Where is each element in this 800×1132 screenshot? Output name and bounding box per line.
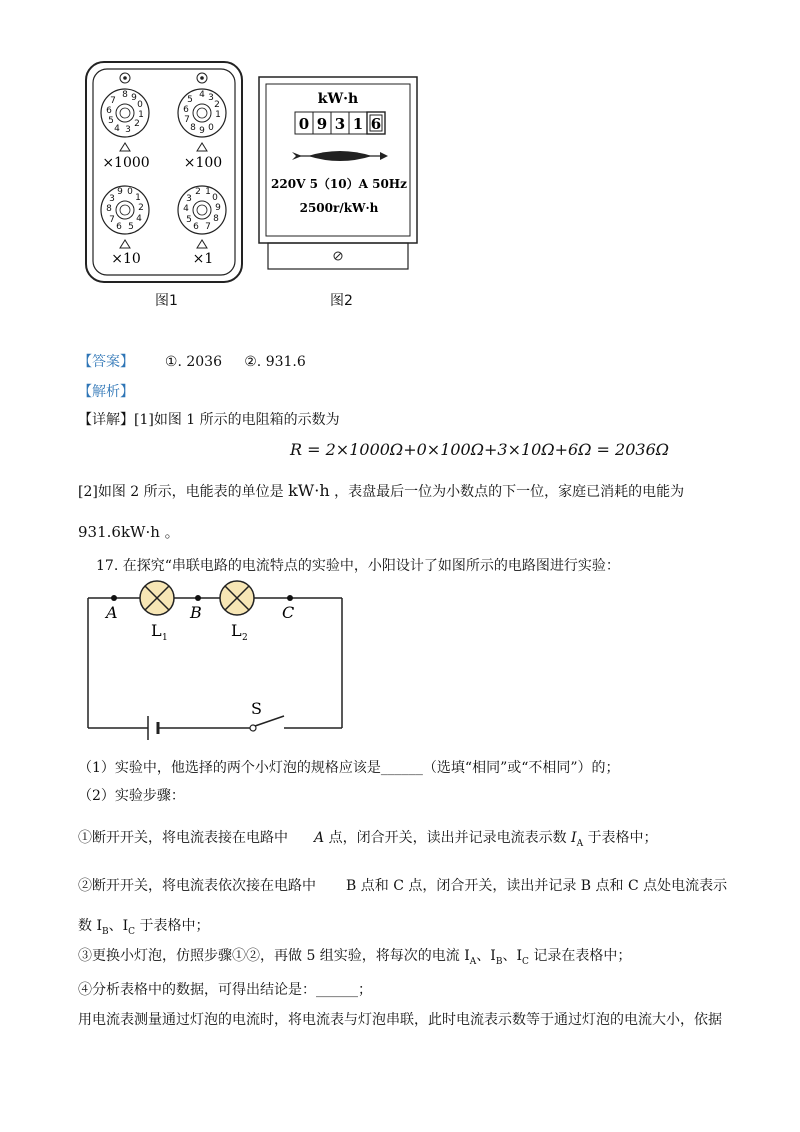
dial-x10[interactable] [101, 186, 149, 248]
q17-part-2: （2）实验步骤： [78, 788, 185, 804]
lamp-l1-icon [140, 581, 174, 615]
label-c: C [282, 603, 295, 622]
detail-line-1: 【详解】[1]如图 1 所示的电阻箱的示数为 [78, 412, 340, 428]
meter-unit: kW·h [317, 91, 359, 107]
label-s: S [251, 699, 262, 718]
svg-text:5: 5 [128, 222, 134, 232]
meter-digit-window [295, 112, 385, 134]
svg-text:0: 0 [137, 100, 143, 110]
meter-rotating-disc-icon [292, 151, 388, 161]
dial-label-x100: ×100 [183, 155, 223, 171]
svg-text:0: 0 [127, 187, 133, 197]
label-l1-sub: 1 [162, 633, 168, 643]
svg-text:7: 7 [184, 115, 190, 125]
label-l2: L [231, 621, 242, 640]
svg-text:8: 8 [122, 90, 128, 100]
svg-text:5: 5 [108, 116, 114, 126]
dial-x1[interactable] [178, 186, 226, 248]
meter-digit-3: 3 [334, 115, 346, 133]
q17-step-2-cont: 数 $I_B$、$I_C$ 于表格中； [78, 918, 210, 937]
svg-text:8: 8 [106, 204, 112, 214]
meter-spec: 220V 5（10）A 50Hz [271, 177, 407, 191]
svg-text:2: 2 [195, 187, 201, 197]
svg-text:3: 3 [208, 93, 214, 103]
detail-line-2a: [2]如图 2 所示，电能表的单位是 [78, 484, 284, 500]
svg-text:0: 0 [208, 123, 214, 133]
answer-text: ①. 2036 ②. 931.6 [164, 354, 306, 370]
svg-text:5: 5 [187, 95, 193, 105]
meter-rate: 2500r/kW·h [299, 201, 379, 215]
svg-text:0: 0 [212, 193, 218, 203]
answer-tag: 【答案】 [78, 354, 134, 370]
svg-text:6: 6 [193, 222, 199, 232]
figure-2-energy-meter [258, 76, 418, 272]
dial-label-x1000: ×1000 [102, 155, 150, 171]
meter-digit-1: 0 [298, 115, 310, 133]
svg-text:7: 7 [205, 222, 211, 232]
svg-text:9: 9 [215, 203, 221, 213]
meter-digit-2: 9 [316, 115, 328, 133]
svg-text:3: 3 [109, 194, 115, 204]
q17-last-line: 用电流表测量通过灯泡的电流时，将电流表与灯泡串联，此时电流表示数等于通过灯泡的电流大小，依据 [78, 1012, 722, 1028]
q17-stem: 17. 在探究“串联电路的电流特点的实验中，小阳设计了如图所示的电路图进行实验： [96, 558, 620, 574]
svg-text:2: 2 [214, 100, 220, 110]
node-c [287, 595, 293, 601]
svg-text:1: 1 [215, 110, 221, 120]
svg-text:6: 6 [116, 222, 122, 232]
svg-text:9: 9 [199, 126, 205, 136]
svg-text:8: 8 [213, 214, 219, 224]
dial-x100[interactable] [178, 89, 226, 151]
label-l1: L [151, 621, 162, 640]
svg-text:7: 7 [109, 215, 115, 225]
svg-text:3: 3 [125, 125, 131, 135]
svg-text:1: 1 [138, 110, 144, 120]
svg-text:2: 2 [134, 119, 140, 129]
svg-text:5: 5 [186, 215, 192, 225]
lamp-l2-icon [220, 581, 254, 615]
analysis-tag: 【解析】 [78, 384, 134, 400]
svg-text:4: 4 [114, 124, 120, 134]
q17-step-2: ②断开开关，将电流表依次接在电路中 B 点和 C 点，闭合开关，读出并记录 B 点和 C 点处电流表示 [78, 878, 728, 894]
figure-2-caption: 图2 [330, 293, 353, 309]
meter-digit-decimal: 6 [370, 115, 382, 133]
resistance-formula: R = 2×1000Ω+0×100Ω+3×10Ω+6Ω = 2036Ω [290, 440, 670, 459]
switch-s-icon[interactable] [250, 716, 284, 731]
series-circuit-diagram [84, 580, 349, 740]
svg-text:4: 4 [136, 214, 142, 224]
svg-text:4: 4 [183, 204, 189, 214]
svg-text:4: 4 [199, 90, 205, 100]
figure-1-resistance-box [84, 60, 244, 284]
q17-part-1: （1）实验中，他选择的两个小灯泡的规格应该是______（选填“相同”或“不相同”）的； [78, 760, 620, 776]
detail-line-2b: ，表盘最后一位为小数点的下一位，家庭已消耗的电能为 [334, 484, 685, 500]
label-l2-sub: 2 [242, 633, 248, 643]
battery-icon [148, 716, 158, 740]
detail-line-3: 931.6kW·h 。 [78, 523, 180, 541]
detail-unit: kW·h [288, 481, 330, 500]
figure-1-caption: 图1 [155, 293, 178, 309]
node-b [195, 595, 201, 601]
label-b: B [190, 603, 202, 622]
dial-x1000[interactable] [101, 89, 149, 151]
svg-text:6: 6 [106, 106, 112, 116]
dial-label-x1: ×1 [192, 251, 214, 267]
svg-text:7: 7 [110, 96, 116, 106]
node-a [111, 595, 117, 601]
dial-label-x10: ×10 [111, 251, 141, 267]
svg-text:1: 1 [135, 193, 141, 203]
svg-text:1: 1 [205, 187, 211, 197]
svg-text:6: 6 [183, 105, 189, 115]
label-a: A [106, 603, 118, 622]
svg-text:9: 9 [131, 93, 137, 103]
q17-step-3: ③更换小灯泡，仿照步骤①②，再做 5 组实验，将每次的电流 $I_A$、$I_B$、$I_C$ 记录在表格中； [78, 948, 632, 967]
svg-text:3: 3 [186, 194, 192, 204]
svg-text:8: 8 [190, 123, 196, 133]
meter-digit-4: 1 [352, 115, 364, 133]
svg-text:2: 2 [138, 203, 144, 213]
svg-text:9: 9 [117, 187, 123, 197]
q17-step-1: ①断开开关，将电流表接在电路中 A 点，闭合开关，读出并记录电流表示数 $I_A$ 于表格中； [78, 830, 658, 849]
q17-step-4: ④分析表格中的数据，可得出结论是：______； [78, 982, 372, 998]
